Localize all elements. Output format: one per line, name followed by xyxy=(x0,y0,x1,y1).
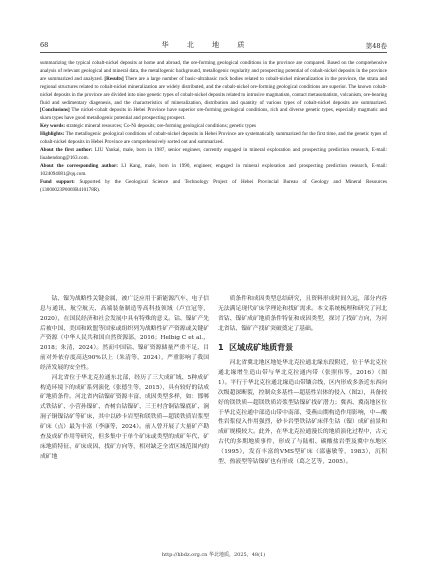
first-author-text: LIU Yankai, male, born in 1987, senior engineer, currently engaged in mineral exploration and prospecting prediction research, E-mail: liuahendong@163.com. xyxy=(40,146,387,161)
page-number: 68 xyxy=(40,41,49,49)
corr-author-text: LI Kang, male, born in 1990, engineer, engaged in mineral exploration and prospecting prediction research, E-mail: 1024094081@qq.com. xyxy=(40,162,388,177)
highlights-text: The metallogenic geological conditions of cobalt-nickel deposits in Hebei Province are systematically summarized for the first time, and the genetic types of cobalt-nickel deposits in Hebei Province are comprehensively sorted out and summarized. xyxy=(40,131,387,146)
results-label: [Results] xyxy=(104,75,124,82)
fund-text: Supported by the Geological Science and Technology Project of Hebei Provincial Bureau of Geology and Mineral Resources (13000023P0069B410178R). xyxy=(40,178,387,193)
conclusions-label: [Conclusions] xyxy=(40,107,70,114)
body-paragraph: 钴、镍为战略性关键金属，被广泛应用于新能源汽车、电子信息与通讯、航空航天、高端装备制造等高科技领域（卢宜冠等，2020），在国民经济和社会发展中具有特殊的意义。钴、镍矿产先后被中国、美国和欧盟等国家或组织列为战略性矿产资源或关键矿产资源（中华人民共和国自然资源部，2016；Helbig C et al.，2018；朱清，2024）。然而中国钴、镍矿资源储量严重不足，目前对外依存度高达90%以上（朱清等，2024），严重影响了我国经济发展的安全性。 xyxy=(40,296,209,371)
section-heading xyxy=(218,342,387,353)
corr-author-label: About the corresponding author: xyxy=(40,162,118,169)
volume-label: 第48卷 xyxy=(365,41,387,50)
first-author-label: About the first author: xyxy=(40,146,93,153)
journal-name: 华 北 地 质 xyxy=(161,41,253,49)
section-title: 区域成矿地质背景 xyxy=(229,343,294,353)
highlights-label: Highlights: xyxy=(40,131,65,138)
body-columns xyxy=(40,295,387,545)
results-text: There are a large number of basic-ultrabasic rock bodies related to cobalt-nickel mineralization in the province, the strata and regional structures related to cobalt-nickel mineralization are widely distributed, and the cobalt-nickel ore-forming geological conditions are superior. The known cobalt-nickel deposits in the province are divided into nine genetic types of cobalt-nickel deposits related to intrusive magmatism, contact metasomatism, volcanism, ore-bearing fluid and sedimentary diagenesis, and the characteristics of mineralization, distribution and quantity of various types of cobalt-nickel deposits are summarized. xyxy=(40,75,387,106)
highlights xyxy=(40,131,387,147)
conclusions-text: The nickel-cobalt deposits in Hebei Province have superior ore-forming geological conditions, rich and diverse genetic types, especially magmatic and skarn types have good metallogenic potential and prospecting prospect. xyxy=(40,107,387,122)
keywords-label: Key words: xyxy=(40,123,66,130)
right-column xyxy=(218,295,387,545)
keywords-text: strategic mineral resources; Co-Ni deposits; ore-forming geological conditions; genetic types xyxy=(65,123,257,130)
page-header xyxy=(40,38,387,53)
body-paragraph: 河北省位于华北克拉通东北部，经历了三大成矿域、5种成矿构造环境下的成矿系列演化（张德生等，2015），具有较好的钴成矿地质条件。河北省内钴镍矿资源丰富，成因类型多样，如：邯郸式铁钴矿、小营孙镍矿、杏树台钴镍矿、三王村含铜钴镍底矿、涧涧子铜镍钴矿等矿床，其中以砂卡岩型和镁铁质—超镁铁质岩浆型矿床（点）最为丰富（李康等，2024）。前人曾开展了大量矿产勘查及成矿作用等研究，但多集中于单个矿床或类型的成矿年代、矿床地质特征、矿床成因、找矿方向等，相对缺乏全省区域范围内的成矿地 xyxy=(40,374,209,460)
section-number: 1 xyxy=(218,343,224,353)
abstract-paragraph xyxy=(40,60,387,123)
fund-support xyxy=(40,179,387,195)
abstract-intro: summarizing the typical cobalt-nickel deposits at home and abroad, the ore-forming geological conditions in the province are compared. Based on the comprehensive analysis of relevant geological and mineral data, the metallogenic background, metallogenic regularity and prospecting potential of cobalt-nickel deposits in the province are summarized and analyzed. xyxy=(40,60,387,82)
page-footer: http://hbdz.org.cn 华北地质，2025，48(1) xyxy=(161,552,266,558)
keywords xyxy=(40,123,387,131)
corresponding-author xyxy=(40,163,387,179)
first-author xyxy=(40,147,387,163)
fund-label: Fund support: xyxy=(40,178,75,185)
english-abstract xyxy=(40,60,387,194)
body-paragraph: 质条件和成因类型总结研究，且资料形成时间久远，部分内容无法满足现代矿床学理论和找矿需求。本文系统梳理和研究了河北省钴、镍矿成矿地质条件特征和成因类型，探讨了找矿方向，为河北省钴、镍矿产找矿突破奠定了基础。 xyxy=(218,296,387,332)
left-column xyxy=(40,295,209,545)
body-paragraph: 河北省冀北地区地处华北克拉通北缘东段附近，位于华北克拉通北缘增生造山带与华北克拉通内带（张照伟等，2016）（图1）。平行于华北克拉通北缘造山带镶合线，区内形成多条近东西向次级超深断裂，控制众多基性—超基性岩体的侵入（图2），具备较好的镁铁质—超镁铁质岩浆型钴镍矿找矿潜力；冀西、冀南地区位于华北克拉通中部造山带中南部，受燕山期构造作用影响，中—酸性岩浆侵入作用强烈，砂卡岩型铁钴矿床伴生钴（镍）成矿前景和成矿规模较大。此外，在华北克拉通漫长的地质演化过程中，古元古代的多期地质事件，形成了与陆相、碳酸盐岩型及冀中东地区（1995），发育丰富的VMS型矿床（邵惠敏等，1983），沉积型、热液型等钴镍矿也有形成（葛之艺等，2005）。 xyxy=(218,360,387,465)
